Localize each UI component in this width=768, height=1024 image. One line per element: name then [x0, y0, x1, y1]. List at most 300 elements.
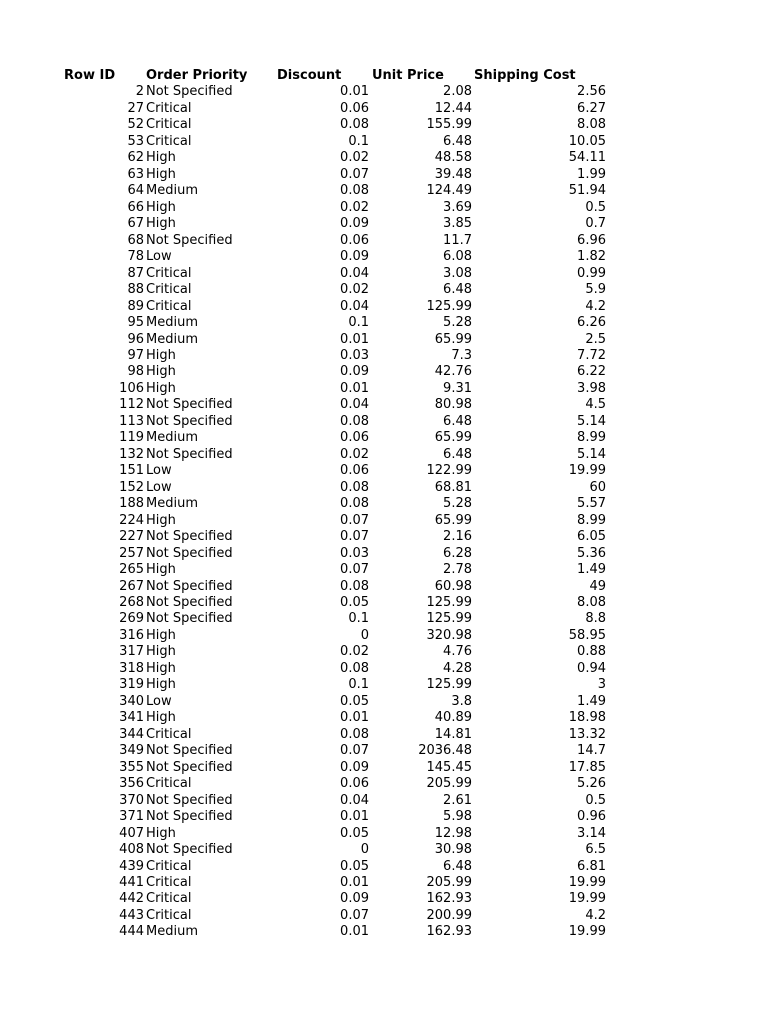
cell-unit-price: 145.45	[426, 759, 472, 775]
header-shipping-cost: Shipping Cost	[474, 68, 576, 83]
cell-discount: 0.01	[340, 924, 369, 940]
table-row	[0, 924, 768, 940]
cell-shipping-cost: 58.95	[568, 627, 606, 643]
cell-order-priority: Low	[146, 249, 172, 265]
cell-unit-price: 155.99	[426, 117, 472, 133]
cell-order-priority: Not Specified	[146, 413, 233, 429]
cell-shipping-cost: 7.72	[577, 347, 606, 363]
cell-unit-price: 205.99	[426, 776, 472, 792]
cell-order-priority: Medium	[146, 331, 198, 347]
cell-shipping-cost: 8.08	[577, 595, 606, 610]
cell-row-id: 68	[127, 232, 144, 248]
cell-row-id: 444	[119, 924, 144, 940]
cell-order-priority: Critical	[146, 776, 192, 792]
cell-shipping-cost: 1.49	[577, 562, 606, 578]
cell-shipping-cost: 6.05	[577, 529, 606, 545]
cell-order-priority: High	[146, 677, 176, 693]
cell-row-id: 442	[119, 891, 144, 907]
cell-unit-price: 122.99	[426, 463, 472, 479]
cell-unit-price: 14.81	[434, 726, 472, 742]
table-row	[0, 595, 768, 611]
cell-order-priority: High	[146, 512, 176, 528]
cell-shipping-cost: 13.32	[568, 726, 606, 742]
cell-discount: 0.08	[340, 660, 369, 676]
cell-shipping-cost: 8.99	[577, 512, 606, 528]
cell-order-priority: Critical	[146, 874, 192, 890]
cell-unit-price: 6.48	[443, 858, 472, 874]
cell-unit-price: 320.98	[426, 627, 472, 643]
cell-order-priority: Critical	[146, 891, 192, 907]
cell-discount: 0.03	[340, 545, 369, 561]
cell-unit-price: 6.28	[443, 545, 472, 561]
cell-unit-price: 205.99	[426, 874, 472, 890]
cell-row-id: 265	[119, 562, 144, 578]
table-row	[0, 826, 768, 842]
cell-shipping-cost: 0.94	[577, 660, 606, 676]
cell-discount: 0.08	[340, 479, 369, 495]
cell-unit-price: 3.85	[443, 216, 472, 232]
table-row	[0, 332, 768, 348]
cell-order-priority: Critical	[146, 298, 192, 314]
cell-shipping-cost: 4.2	[585, 298, 606, 314]
cell-discount: 0.01	[340, 84, 369, 100]
cell-unit-price: 11.7	[443, 232, 472, 248]
header-discount: Discount	[277, 68, 342, 83]
table-row	[0, 644, 768, 660]
table-row	[0, 282, 768, 298]
cell-row-id: 349	[119, 743, 144, 759]
cell-order-priority: High	[146, 216, 176, 232]
cell-unit-price: 2.08	[443, 84, 472, 100]
cell-discount: 0.04	[340, 265, 369, 281]
cell-shipping-cost: 0.96	[577, 809, 606, 825]
cell-shipping-cost: 49	[589, 578, 606, 594]
cell-shipping-cost: 10.05	[568, 133, 606, 149]
table-row	[0, 579, 768, 595]
cell-row-id: 132	[119, 446, 144, 462]
cell-unit-price: 200.99	[426, 907, 472, 923]
cell-row-id: 87	[127, 265, 144, 281]
cell-unit-price: 162.93	[426, 891, 472, 907]
table-row	[0, 562, 768, 578]
cell-discount: 0.08	[340, 413, 369, 429]
cell-row-id: 408	[119, 842, 144, 858]
cell-unit-price: 9.31	[443, 380, 472, 396]
cell-row-id: 269	[119, 611, 144, 627]
cell-discount: 0.09	[340, 249, 369, 265]
cell-order-priority: Not Specified	[146, 759, 233, 775]
cell-shipping-cost: 5.9	[585, 282, 606, 298]
table-row	[0, 381, 768, 397]
table-body	[0, 84, 768, 940]
table-row	[0, 611, 768, 627]
cell-order-priority: Low	[146, 693, 172, 709]
cell-unit-price: 125.99	[426, 595, 472, 610]
cell-shipping-cost: 5.26	[577, 776, 606, 792]
header-row-id: Row ID	[64, 68, 116, 83]
table-row	[0, 908, 768, 924]
cell-discount: 0.05	[340, 693, 369, 709]
cell-shipping-cost: 6.81	[577, 858, 606, 874]
table-row	[0, 661, 768, 677]
cell-order-priority: Not Specified	[146, 397, 233, 413]
cell-order-priority: Medium	[146, 924, 198, 940]
cell-order-priority: Medium	[146, 496, 198, 512]
cell-row-id: 112	[119, 397, 144, 413]
table-row	[0, 249, 768, 265]
cell-order-priority: Critical	[146, 133, 192, 149]
cell-unit-price: 125.99	[426, 298, 472, 314]
cell-shipping-cost: 6.26	[577, 315, 606, 331]
cell-discount: 0.03	[340, 347, 369, 363]
cell-discount: 0.01	[340, 710, 369, 726]
cell-shipping-cost: 5.57	[577, 496, 606, 512]
cell-unit-price: 162.93	[426, 924, 472, 940]
cell-unit-price: 65.99	[434, 512, 472, 528]
cell-discount: 0.06	[340, 463, 369, 479]
cell-shipping-cost: 6.5	[585, 842, 606, 858]
cell-discount: 0.07	[340, 907, 369, 923]
cell-order-priority: High	[146, 627, 176, 643]
cell-shipping-cost: 8.08	[577, 117, 606, 133]
cell-row-id: 96	[127, 331, 144, 347]
cell-row-id: 356	[119, 776, 144, 792]
cell-row-id: 2	[135, 84, 144, 100]
cell-discount: 0.06	[340, 100, 369, 116]
cell-unit-price: 6.48	[443, 133, 472, 149]
table-row	[0, 743, 768, 759]
cell-discount: 0.1	[348, 611, 369, 627]
cell-discount: 0.1	[348, 677, 369, 693]
table-row	[0, 101, 768, 117]
cell-unit-price: 3.69	[443, 199, 472, 215]
cell-order-priority: High	[146, 562, 176, 578]
cell-unit-price: 3.8	[451, 693, 472, 709]
table-row	[0, 134, 768, 150]
cell-row-id: 267	[119, 578, 144, 594]
cell-unit-price: 6.48	[443, 446, 472, 462]
cell-order-priority: Not Specified	[146, 232, 233, 248]
cell-order-priority: Critical	[146, 100, 192, 116]
table-row	[0, 859, 768, 875]
cell-unit-price: 3.08	[443, 265, 472, 281]
cell-row-id: 52	[127, 117, 144, 133]
cell-shipping-cost: 60	[589, 479, 606, 495]
cell-order-priority: Critical	[146, 726, 192, 742]
cell-row-id: 106	[119, 380, 144, 396]
table-row	[0, 842, 768, 858]
cell-order-priority: Not Specified	[146, 809, 233, 825]
cell-shipping-cost: 19.99	[568, 463, 606, 479]
cell-row-id: 344	[119, 726, 144, 742]
cell-shipping-cost: 2.56	[577, 84, 606, 100]
cell-order-priority: Critical	[146, 117, 192, 133]
cell-shipping-cost: 1.49	[577, 693, 606, 709]
cell-shipping-cost: 5.14	[577, 446, 606, 462]
cell-shipping-cost: 51.94	[568, 183, 606, 199]
cell-row-id: 441	[119, 874, 144, 890]
cell-unit-price: 125.99	[426, 611, 472, 627]
table-row	[0, 694, 768, 710]
cell-shipping-cost: 6.22	[577, 364, 606, 380]
table-row	[0, 84, 768, 100]
header-unit-price: Unit Price	[372, 68, 444, 83]
cell-unit-price: 2036.48	[418, 743, 472, 759]
table-row	[0, 546, 768, 562]
cell-order-priority: Low	[146, 479, 172, 495]
cell-row-id: 97	[127, 347, 144, 363]
cell-discount: 0.09	[340, 364, 369, 380]
cell-unit-price: 4.76	[443, 644, 472, 660]
table-row	[0, 216, 768, 232]
cell-row-id: 224	[119, 512, 144, 528]
cell-order-priority: High	[146, 166, 176, 182]
table-row	[0, 793, 768, 809]
cell-shipping-cost: 8.8	[585, 611, 606, 627]
table-row	[0, 875, 768, 891]
cell-order-priority: High	[146, 825, 176, 841]
cell-shipping-cost: 3.14	[577, 825, 606, 841]
cell-discount: 0.04	[340, 397, 369, 413]
cell-row-id: 151	[119, 463, 144, 479]
cell-order-priority: High	[146, 660, 176, 676]
table-row	[0, 727, 768, 743]
cell-discount: 0.07	[340, 743, 369, 759]
table-row	[0, 299, 768, 315]
cell-row-id: 341	[119, 710, 144, 726]
cell-order-priority: Critical	[146, 858, 192, 874]
cell-order-priority: Critical	[146, 907, 192, 923]
cell-shipping-cost: 3.98	[577, 380, 606, 396]
cell-unit-price: 65.99	[434, 430, 472, 446]
cell-unit-price: 2.16	[443, 529, 472, 545]
cell-unit-price: 39.48	[434, 166, 472, 182]
cell-unit-price: 6.08	[443, 249, 472, 265]
cell-unit-price: 40.89	[434, 710, 472, 726]
table-row	[0, 513, 768, 529]
cell-discount: 0.08	[340, 578, 369, 594]
cell-row-id: 88	[127, 282, 144, 298]
cell-row-id: 98	[127, 364, 144, 380]
cell-row-id: 257	[119, 545, 144, 561]
table-row	[0, 315, 768, 331]
cell-discount: 0.02	[340, 446, 369, 462]
cell-order-priority: Critical	[146, 282, 192, 298]
cell-unit-price: 48.58	[434, 150, 472, 166]
cell-order-priority: Medium	[146, 315, 198, 331]
cell-discount: 0.06	[340, 430, 369, 446]
cell-order-priority: Not Specified	[146, 792, 233, 808]
cell-row-id: 78	[127, 249, 144, 265]
table-row	[0, 117, 768, 133]
cell-discount: 0.02	[340, 199, 369, 215]
cell-row-id: 113	[119, 413, 144, 429]
cell-order-priority: Low	[146, 463, 172, 479]
cell-row-id: 370	[119, 792, 144, 808]
cell-order-priority: Not Specified	[146, 611, 233, 627]
cell-row-id: 89	[127, 298, 144, 314]
cell-row-id: 227	[119, 529, 144, 545]
cell-unit-price: 65.99	[434, 331, 472, 347]
cell-shipping-cost: 8.99	[577, 430, 606, 446]
cell-discount: 0.01	[340, 809, 369, 825]
table-row	[0, 364, 768, 380]
cell-row-id: 152	[119, 479, 144, 495]
cell-unit-price: 42.76	[434, 364, 472, 380]
cell-order-priority: Not Specified	[146, 595, 233, 610]
cell-discount: 0.01	[340, 380, 369, 396]
cell-shipping-cost: 18.98	[568, 710, 606, 726]
cell-shipping-cost: 1.99	[577, 166, 606, 182]
cell-order-priority: High	[146, 150, 176, 166]
cell-discount: 0.05	[340, 595, 369, 610]
cell-order-priority: Medium	[146, 430, 198, 446]
cell-discount: 0.1	[348, 133, 369, 149]
cell-shipping-cost: 0.5	[585, 792, 606, 808]
cell-unit-price: 6.48	[443, 282, 472, 298]
table-row	[0, 891, 768, 907]
cell-row-id: 268	[119, 595, 144, 610]
cell-order-priority: Critical	[146, 265, 192, 281]
cell-discount: 0.07	[340, 166, 369, 182]
cell-unit-price: 125.99	[426, 677, 472, 693]
cell-discount: 0.01	[340, 331, 369, 347]
table-row	[0, 200, 768, 216]
cell-shipping-cost: 4.2	[585, 907, 606, 923]
cell-discount: 0.08	[340, 726, 369, 742]
table-row	[0, 677, 768, 693]
cell-discount: 0.01	[340, 874, 369, 890]
cell-discount: 0.07	[340, 512, 369, 528]
cell-discount: 0	[360, 842, 369, 858]
cell-discount: 0.04	[340, 298, 369, 314]
cell-unit-price: 30.98	[434, 842, 472, 858]
cell-discount: 0.06	[340, 776, 369, 792]
cell-row-id: 443	[119, 907, 144, 923]
cell-shipping-cost: 0.5	[585, 199, 606, 215]
cell-order-priority: Not Specified	[146, 578, 233, 594]
cell-row-id: 27	[127, 100, 144, 116]
cell-row-id: 63	[127, 166, 144, 182]
cell-discount: 0.08	[340, 496, 369, 512]
table-row	[0, 710, 768, 726]
cell-shipping-cost: 6.27	[577, 100, 606, 116]
cell-discount: 0.08	[340, 183, 369, 199]
cell-order-priority: Not Specified	[146, 743, 233, 759]
cell-shipping-cost: 19.99	[568, 924, 606, 940]
cell-order-priority: Not Specified	[146, 529, 233, 545]
table-row	[0, 447, 768, 463]
data-sheet	[0, 68, 768, 941]
cell-discount: 0.02	[340, 282, 369, 298]
table-row	[0, 496, 768, 512]
cell-row-id: 319	[119, 677, 144, 693]
cell-unit-price: 68.81	[434, 479, 472, 495]
cell-shipping-cost: 4.5	[585, 397, 606, 413]
cell-discount: 0.05	[340, 825, 369, 841]
cell-order-priority: High	[146, 710, 176, 726]
cell-shipping-cost: 19.99	[568, 874, 606, 890]
cell-row-id: 95	[127, 315, 144, 331]
cell-discount: 0.05	[340, 858, 369, 874]
table-row	[0, 529, 768, 545]
table-row	[0, 348, 768, 364]
cell-row-id: 62	[127, 150, 144, 166]
cell-unit-price: 2.61	[443, 792, 472, 808]
cell-order-priority: Not Specified	[146, 84, 233, 100]
cell-row-id: 316	[119, 627, 144, 643]
table-row	[0, 233, 768, 249]
cell-shipping-cost: 6.96	[577, 232, 606, 248]
table-row	[0, 183, 768, 199]
cell-unit-price: 2.78	[443, 562, 472, 578]
cell-shipping-cost: 54.11	[568, 150, 606, 166]
cell-discount: 0.07	[340, 529, 369, 545]
cell-order-priority: High	[146, 364, 176, 380]
cell-unit-price: 80.98	[434, 397, 472, 413]
cell-row-id: 53	[127, 133, 144, 149]
cell-order-priority: High	[146, 380, 176, 396]
cell-shipping-cost: 19.99	[568, 891, 606, 907]
cell-unit-price: 7.3	[451, 347, 472, 363]
table-row	[0, 760, 768, 776]
cell-discount: 0.06	[340, 232, 369, 248]
table-row	[0, 430, 768, 446]
cell-unit-price: 5.28	[443, 315, 472, 331]
cell-order-priority: High	[146, 347, 176, 363]
cell-shipping-cost: 0.88	[577, 644, 606, 660]
cell-unit-price: 12.98	[434, 825, 472, 841]
cell-row-id: 66	[127, 199, 144, 215]
cell-row-id: 317	[119, 644, 144, 660]
header-row	[0, 68, 768, 84]
cell-row-id: 67	[127, 216, 144, 232]
table-row	[0, 628, 768, 644]
cell-order-priority: High	[146, 199, 176, 215]
cell-discount: 0.02	[340, 644, 369, 660]
cell-unit-price: 5.28	[443, 496, 472, 512]
cell-discount: 0.1	[348, 315, 369, 331]
cell-shipping-cost: 0.7	[585, 216, 606, 232]
cell-row-id: 318	[119, 660, 144, 676]
table-row	[0, 463, 768, 479]
table-row	[0, 167, 768, 183]
cell-discount: 0.02	[340, 150, 369, 166]
cell-shipping-cost: 5.14	[577, 413, 606, 429]
cell-order-priority: High	[146, 644, 176, 660]
table-row	[0, 150, 768, 166]
cell-order-priority: Not Specified	[146, 446, 233, 462]
cell-order-priority: Not Specified	[146, 842, 233, 858]
cell-shipping-cost: 1.82	[577, 249, 606, 265]
cell-shipping-cost: 3	[597, 677, 606, 693]
table-row	[0, 266, 768, 282]
header-order-priority: Order Priority	[146, 68, 248, 83]
cell-shipping-cost: 0.99	[577, 265, 606, 281]
cell-unit-price: 60.98	[434, 578, 472, 594]
cell-row-id: 119	[119, 430, 144, 446]
cell-unit-price: 12.44	[434, 100, 472, 116]
cell-row-id: 407	[119, 825, 144, 841]
cell-row-id: 64	[127, 183, 144, 199]
cell-unit-price: 5.98	[443, 809, 472, 825]
cell-unit-price: 124.49	[426, 183, 472, 199]
cell-shipping-cost: 14.7	[577, 743, 606, 759]
cell-row-id: 355	[119, 759, 144, 775]
cell-row-id: 340	[119, 693, 144, 709]
cell-discount: 0.07	[340, 562, 369, 578]
table-row	[0, 776, 768, 792]
